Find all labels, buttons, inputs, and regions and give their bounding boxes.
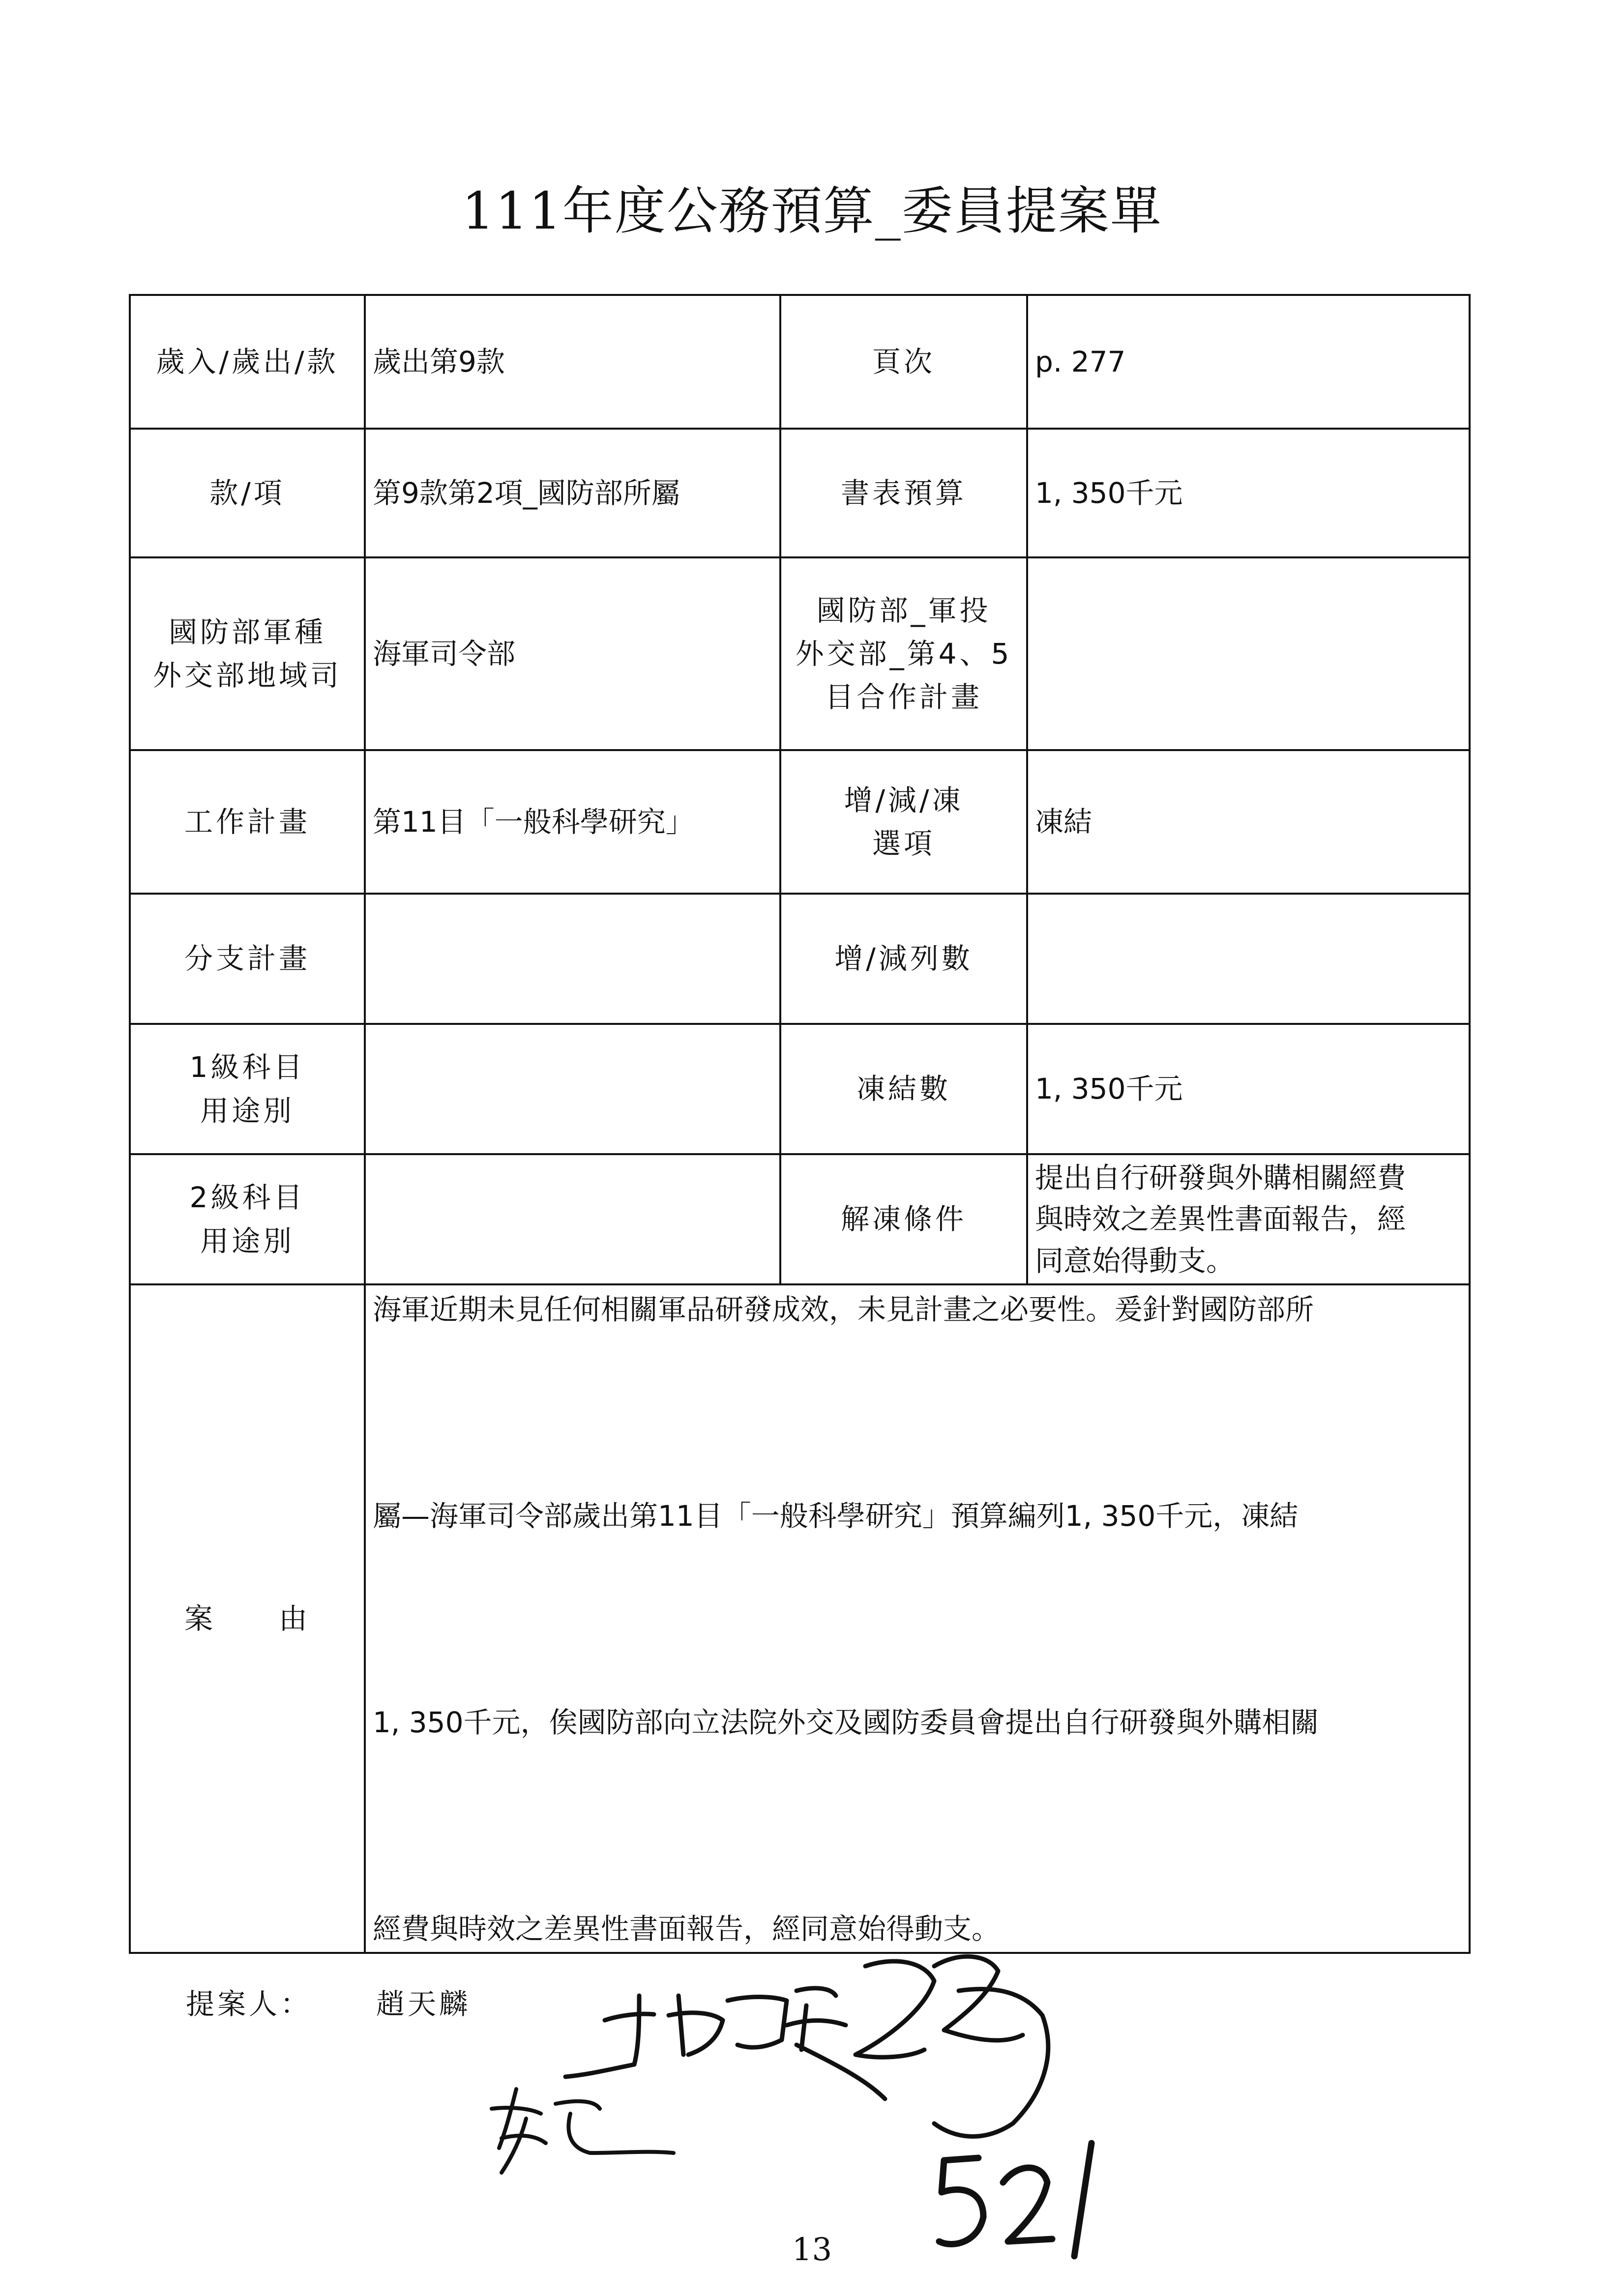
reason-line-1: 海軍近期未見任何相關軍品研發成效，未見計畫之必要性。爰針對國防部所 xyxy=(373,1292,1314,1326)
reason-line-3: 1, 350千元，俟國防部向立法院外交及國防委員會提出自行研發與外購相關 xyxy=(373,1705,1319,1739)
signature-3 xyxy=(492,2089,674,2173)
unfreeze-line3: 同意始得動支。 xyxy=(1035,1244,1235,1278)
label-level2-line1: 2級科目 xyxy=(189,1181,305,1215)
value-work-plan: 第11目「一般科學研究」 xyxy=(365,750,780,894)
label-level1-line1: 1級科目 xyxy=(189,1050,305,1084)
label-coop-line2: 外交部_第4、5 xyxy=(795,637,1012,670)
page-number: 13 xyxy=(792,2232,832,2268)
value-adjust-option: 凍結 xyxy=(1027,750,1470,894)
proposer-label: 提案人： xyxy=(186,1987,312,2021)
reason-line-2: 屬—海軍司令部歲出第11目「一般科學研究」預算編列1, 350千元，凍結 xyxy=(373,1499,1299,1533)
unfreeze-line1: 提出自行研發與外購相關經費 xyxy=(1035,1161,1406,1195)
label-coop-line1: 國防部_軍投 xyxy=(816,593,991,627)
value-freeze-amount: 1, 350千元 xyxy=(1027,1024,1470,1154)
label-coop-line3: 目合作計畫 xyxy=(825,680,982,714)
signature-1 xyxy=(565,1988,846,2077)
label-level2-line2: 用途別 xyxy=(200,1224,295,1258)
label-item: 款/項 xyxy=(130,429,365,557)
signature-2 xyxy=(797,1956,1048,2136)
value-book-budget: 1, 350千元 xyxy=(1027,429,1470,557)
label-freeze-amount: 凍結數 xyxy=(780,1024,1027,1154)
value-agency: 海軍司令部 xyxy=(365,557,780,750)
label-level1-line2: 用途別 xyxy=(200,1094,295,1128)
label-agency-line2: 外交部地域司 xyxy=(152,659,342,692)
value-budget-category: 歲出第9款 xyxy=(365,295,780,429)
label-adjust-amount: 增/減列數 xyxy=(780,894,1027,1024)
unfreeze-line2: 與時效之差異性書面報告，經 xyxy=(1035,1202,1406,1236)
label-page: 頁次 xyxy=(780,295,1027,429)
label-work-plan: 工作計畫 xyxy=(130,750,365,894)
label-adjust-line2: 選項 xyxy=(872,827,935,860)
label-reason: 案 由 xyxy=(130,1284,365,1953)
value-page: p. 277 xyxy=(1027,295,1470,429)
label-book-budget: 書表預算 xyxy=(780,429,1027,557)
page-title: 111年度公務預算_委員提案單 xyxy=(462,181,1162,241)
label-sub-plan: 分支計畫 xyxy=(130,894,365,1024)
label-budget-category: 歲入/歲出/款 xyxy=(130,295,365,429)
label-adjust-line1: 增/減/凍 xyxy=(844,783,964,817)
label-agency-line1: 國防部軍種 xyxy=(168,615,326,649)
label-unfreeze-condition: 解凍條件 xyxy=(780,1154,1027,1284)
value-item: 第9款第2項_國防部所屬 xyxy=(365,429,780,557)
reason-line-4: 經費與時效之差異性書面報告，經同意始得動支。 xyxy=(373,1912,1001,1946)
proposer-name: 趙天麟 xyxy=(376,1987,471,2021)
